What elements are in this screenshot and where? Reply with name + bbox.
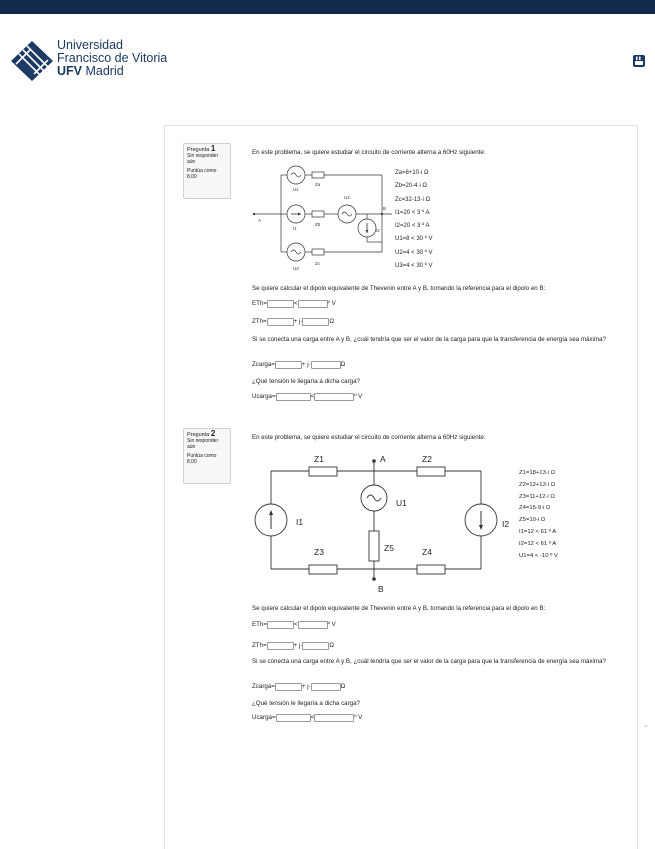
q2-impedance-z1 [309, 467, 337, 476]
q2-label-z3: Z3 [314, 547, 324, 557]
q1-label-zb: Zb [315, 222, 321, 227]
q1-value: I1=20 < 3 º A [395, 209, 430, 216]
q2-zth-unit: Ω [329, 642, 335, 649]
q1-value: Za=8+10·i Ω [395, 170, 429, 176]
q1-eth-unit: º V [327, 300, 336, 307]
q1-ucarga-sep: < [310, 393, 315, 400]
q1-zcarga-row [252, 361, 345, 370]
q1-value: U3=4 < 30 º V [395, 263, 433, 270]
q2-eth-label: ETh= [252, 621, 267, 628]
q2-circuit-diagram [254, 452, 516, 594]
q1-zcarga-real-input[interactable] [275, 361, 302, 369]
q1-eth-label: ETh= [252, 300, 267, 307]
q1-eth-row [252, 300, 336, 309]
q2-label-z2: Z2 [422, 454, 432, 464]
youtube-icon[interactable] [632, 54, 646, 68]
q1-prompt-load: Si se conecta una carga entre A y B, ¿cuál tendría que ser el valor de la carga para que la transferencia de energía sea máxima? [252, 336, 606, 343]
q2-zth-label: ZTh= [252, 642, 267, 649]
q2-ucarga-label: Ucarga= [252, 714, 276, 721]
q1-ucarga-magnitude-input[interactable] [276, 393, 311, 401]
q2-eth-row [252, 621, 336, 630]
q2-label-a: A [380, 454, 386, 464]
q2-source-i2-icon [465, 504, 497, 536]
q1-value: Zc=32-13·i Ω [395, 196, 430, 203]
q2-value: Z1=18+13·i Ω [519, 470, 556, 476]
q1-impedance-za [312, 172, 324, 178]
q2-impedance-z2 [417, 467, 445, 476]
question-1-label [187, 146, 227, 153]
q1-label-a: A [258, 218, 262, 223]
q2-ucarga-sep: < [310, 714, 315, 721]
q1-impedance-zb [312, 211, 324, 217]
brand-madrid: Madrid [82, 64, 124, 78]
q2-zcarga-label: Zcarga= [252, 683, 275, 690]
q1-eth-angle-input[interactable] [298, 300, 328, 308]
q2-value: I2=12 < 61 º A [519, 540, 557, 547]
question-2-label [187, 431, 227, 438]
q1-eth-magnitude-input[interactable] [267, 300, 294, 308]
brand-line1: Universidad [57, 38, 124, 52]
q1-zth-unit: Ω [329, 318, 335, 325]
question-1-info [183, 143, 231, 199]
q1-source-u2-icon [338, 205, 356, 223]
q2-impedance-z3 [309, 565, 337, 574]
q1-label-u3: U3 [293, 266, 299, 271]
q2-ucarga-unit: º V [354, 714, 363, 721]
q1-status: Sin responder aún [187, 153, 219, 165]
brand-line2: Francisco de Vitoria [57, 51, 168, 65]
q2-impedance-z4 [417, 565, 445, 574]
q2-label-z1: Z1 [314, 454, 324, 464]
q1-zth-real-input[interactable] [267, 318, 294, 326]
q1-circuit-diagram [252, 160, 392, 278]
q1-number: 1 [210, 144, 216, 153]
q1-source-u1-icon [287, 166, 305, 184]
q1-ucarga-unit: º V [354, 393, 363, 400]
q2-intro: En este problema, se quiere estudiar el circuito de corriente alterna a 60Hz siguiente: [252, 434, 486, 441]
q1-label-i1: I1 [293, 226, 297, 231]
q1-intro: En este problema, se quiere estudiar el circuito de corriente alterna a 60Hz siguiente: [252, 149, 486, 156]
q1-zth-sep: + j· [293, 318, 303, 325]
q2-zth-real-input[interactable] [267, 642, 294, 650]
q2-eth-sep: < [293, 621, 298, 628]
q2-impedance-z5 [369, 531, 379, 561]
brand-line3 [57, 65, 167, 78]
q2-zcarga-imag-input[interactable] [311, 683, 341, 691]
q1-source-i1-icon [287, 205, 305, 223]
q1-eth-sep: < [293, 300, 298, 307]
q1-impedance-zc [312, 249, 324, 255]
q1-zcarga-sep: + j· [301, 361, 311, 368]
q2-points: Puntúa como 8,00 [187, 453, 217, 465]
q1-label-i2: I2 [376, 228, 380, 233]
q2-prompt-thevenin: Se quiere calcular el dipolo equivalente de Thevenin entre A y B, tomando la referencia para el dipolo en B: [252, 605, 546, 612]
q2-label-i2: I2 [502, 519, 510, 529]
q1-label-u2: U2 [344, 195, 350, 200]
q1-values-list [395, 167, 433, 273]
q2-label-u1: U1 [396, 498, 407, 508]
university-brand[interactable] [57, 39, 167, 78]
q1-zth-row [252, 318, 334, 327]
q2-ucarga-magnitude-input[interactable] [276, 714, 311, 722]
q1-label-text: Pregunta [187, 147, 210, 153]
q2-label-z4: Z4 [422, 547, 432, 557]
q1-zth-label: ZTh= [252, 318, 267, 325]
q1-zcarga-imag-input[interactable] [311, 361, 341, 369]
q2-value: Z3=11+12·i Ω [519, 493, 555, 500]
q1-zcarga-label: Zcarga= [252, 361, 275, 368]
q1-label-zc: Zc [315, 261, 320, 266]
q2-ucarga-angle-input[interactable] [314, 714, 354, 722]
q2-zcarga-real-input[interactable] [275, 683, 302, 691]
q2-eth-angle-input[interactable] [298, 621, 328, 629]
q1-prompt-voltage: ¿Qué tensión le llegaría a dicha carga? [252, 378, 361, 385]
q1-label-za: Za [315, 182, 321, 187]
q2-label-text: Pregunta [187, 432, 210, 438]
q1-source-u3-icon [287, 243, 305, 261]
q2-prompt-voltage: ¿Qué tensión le llegaría a dicha carga? [252, 700, 361, 707]
q1-prompt-thevenin: Se quiere calcular el dipolo equivalente de Thevenin entre A y B, tomando la referencia para el dipolo en B: [252, 285, 546, 292]
q2-zcarga-row [252, 683, 345, 692]
q2-eth-magnitude-input[interactable] [267, 621, 294, 629]
q1-points: Puntúa como 8,00 [187, 168, 217, 180]
q2-status: Sin responder aún [187, 438, 219, 450]
q2-prompt-load: Si se conecta una carga entre A y B, ¿cuál tendría que ser el valor de la carga para que la transferencia de energía sea máxima? [252, 658, 606, 665]
q2-value: Z4=15-9·i Ω [519, 505, 551, 512]
brand-ufv: UFV [57, 64, 82, 78]
q1-value: I2=20 < 3 º A [395, 223, 430, 230]
q1-value: Zb=20-4·i Ω [395, 183, 427, 190]
q1-label-b: B [383, 206, 387, 211]
q2-zth-sep: + j· [293, 642, 303, 649]
q2-zth-imag-input[interactable] [302, 642, 329, 650]
q1-ucarga-angle-input[interactable] [314, 393, 354, 401]
q2-eth-unit: º V [327, 621, 336, 628]
q2-value: Z5=10-i Ω [519, 517, 546, 524]
q2-zcarga-unit: Ω [340, 683, 346, 690]
q2-values-list [519, 468, 558, 562]
scroll-up-icon[interactable]: ⌃ [642, 724, 650, 733]
q2-label-b: B [378, 584, 384, 594]
q1-ucarga-row [252, 393, 362, 402]
q1-value: U1=8 < 30 º V [395, 236, 433, 243]
q2-label-i1: I1 [296, 517, 304, 527]
q2-source-u1-icon [361, 485, 387, 511]
q2-value: I1=12 < 61 º A [519, 528, 557, 535]
question-2-info [183, 428, 231, 484]
q1-source-i2-icon [358, 219, 376, 237]
q2-ucarga-row [252, 714, 362, 723]
q1-zth-imag-input[interactable] [302, 318, 329, 326]
q2-number: 2 [210, 429, 216, 438]
q2-value: U1=4 < -10 º V [519, 552, 558, 559]
q2-zth-row [252, 642, 334, 651]
q1-label-u1: U1 [293, 187, 299, 192]
q1-zcarga-unit: Ω [340, 361, 346, 368]
q2-source-i1-icon [255, 504, 287, 536]
top-bar [0, 0, 655, 14]
q1-value: U2=4 < 30 º V [395, 249, 433, 256]
q2-zcarga-sep: + j· [301, 683, 311, 690]
q2-value: Z2=12+13·i Ω [519, 481, 556, 488]
q2-label-z5: Z5 [384, 543, 394, 553]
ufv-logo-icon[interactable] [10, 40, 55, 82]
q1-ucarga-label: Ucarga= [252, 393, 276, 400]
